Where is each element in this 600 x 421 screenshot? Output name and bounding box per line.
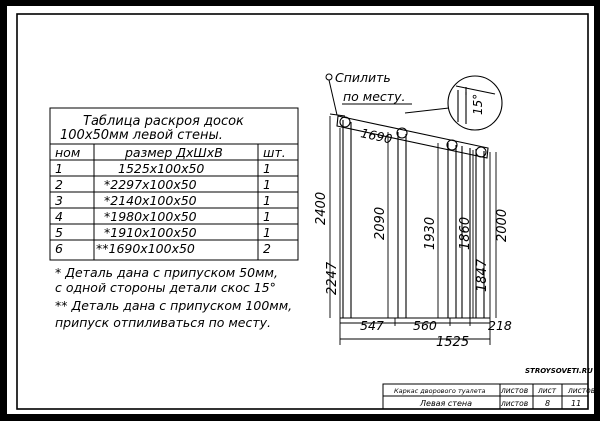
header-qty: шт. [263,145,286,160]
table-title-1: Таблица раскроя досок [83,114,244,129]
dim-height-total: 2400 [314,191,329,225]
dim-post-3: 1930 [423,216,438,250]
watermark: STROYSOVETI.RU [525,367,593,375]
title-col-sheets: листов [501,386,529,395]
row-qty: 1 [263,177,271,192]
table-title-2: 100х50мм левой стены. [60,128,223,143]
row-num: 4 [55,209,63,224]
dim-height-left: 2247 [325,261,340,295]
dim-post-5: 1847 [475,258,490,292]
row-num: 3 [55,193,63,208]
row-size: *2140х100х50 [104,193,197,208]
note-1-line-1: * Деталь дана с припуском 50мм, [55,265,278,280]
note-2-line-1: ** Деталь дана с припуском 100мм, [55,298,293,313]
title-sheet-no: 8 [545,399,551,408]
dim-span-1: 547 [360,318,384,333]
title-col-sheets-2: листов [568,386,596,395]
row-size: *1910х100х50 [104,225,197,240]
callout-line-2: по месту. [343,89,406,104]
row-qty: 1 [263,209,271,224]
callout-line-1: Спилить [335,70,391,85]
dim-post-4: 1860 [458,216,473,250]
dim-height-right: 2000 [495,208,510,242]
title-project: Каркас дворового туалета [394,387,486,395]
row-size: 1525х100х50 [118,161,205,176]
note-2-line-2: припуск отпиливаться по месту. [55,315,272,330]
header-size: размер ДхШхВ [125,145,223,160]
row-num: 6 [55,241,63,256]
row-qty: 1 [263,193,271,208]
dim-span-2: 560 [413,318,437,333]
row-size: *2297х100х50 [104,177,197,192]
dim-top-beam: 1690 [359,125,394,147]
header-num: ном [55,145,81,160]
dim-post-2: 2090 [373,206,388,240]
angle-label: 15° [471,93,485,115]
title-sheet-name: Левая стена [420,399,473,408]
row-num: 1 [55,161,63,176]
title-sheets-label: листов [501,399,529,408]
dim-total-width: 1525 [436,335,470,350]
row-size: **1690х100х50 [96,241,195,256]
row-qty: 1 [263,225,271,240]
note-1-line-2: с одной стороны детали скос 15° [55,280,276,295]
title-sheets-total: 11 [571,399,582,408]
row-size: *1980х100х50 [104,209,197,224]
title-col-sheet: лист [538,386,557,395]
row-qty: 1 [263,161,271,176]
dim-span-3: 218 [488,318,512,333]
row-qty: 2 [263,241,271,256]
row-num: 5 [55,225,63,240]
row-num: 2 [55,177,63,192]
